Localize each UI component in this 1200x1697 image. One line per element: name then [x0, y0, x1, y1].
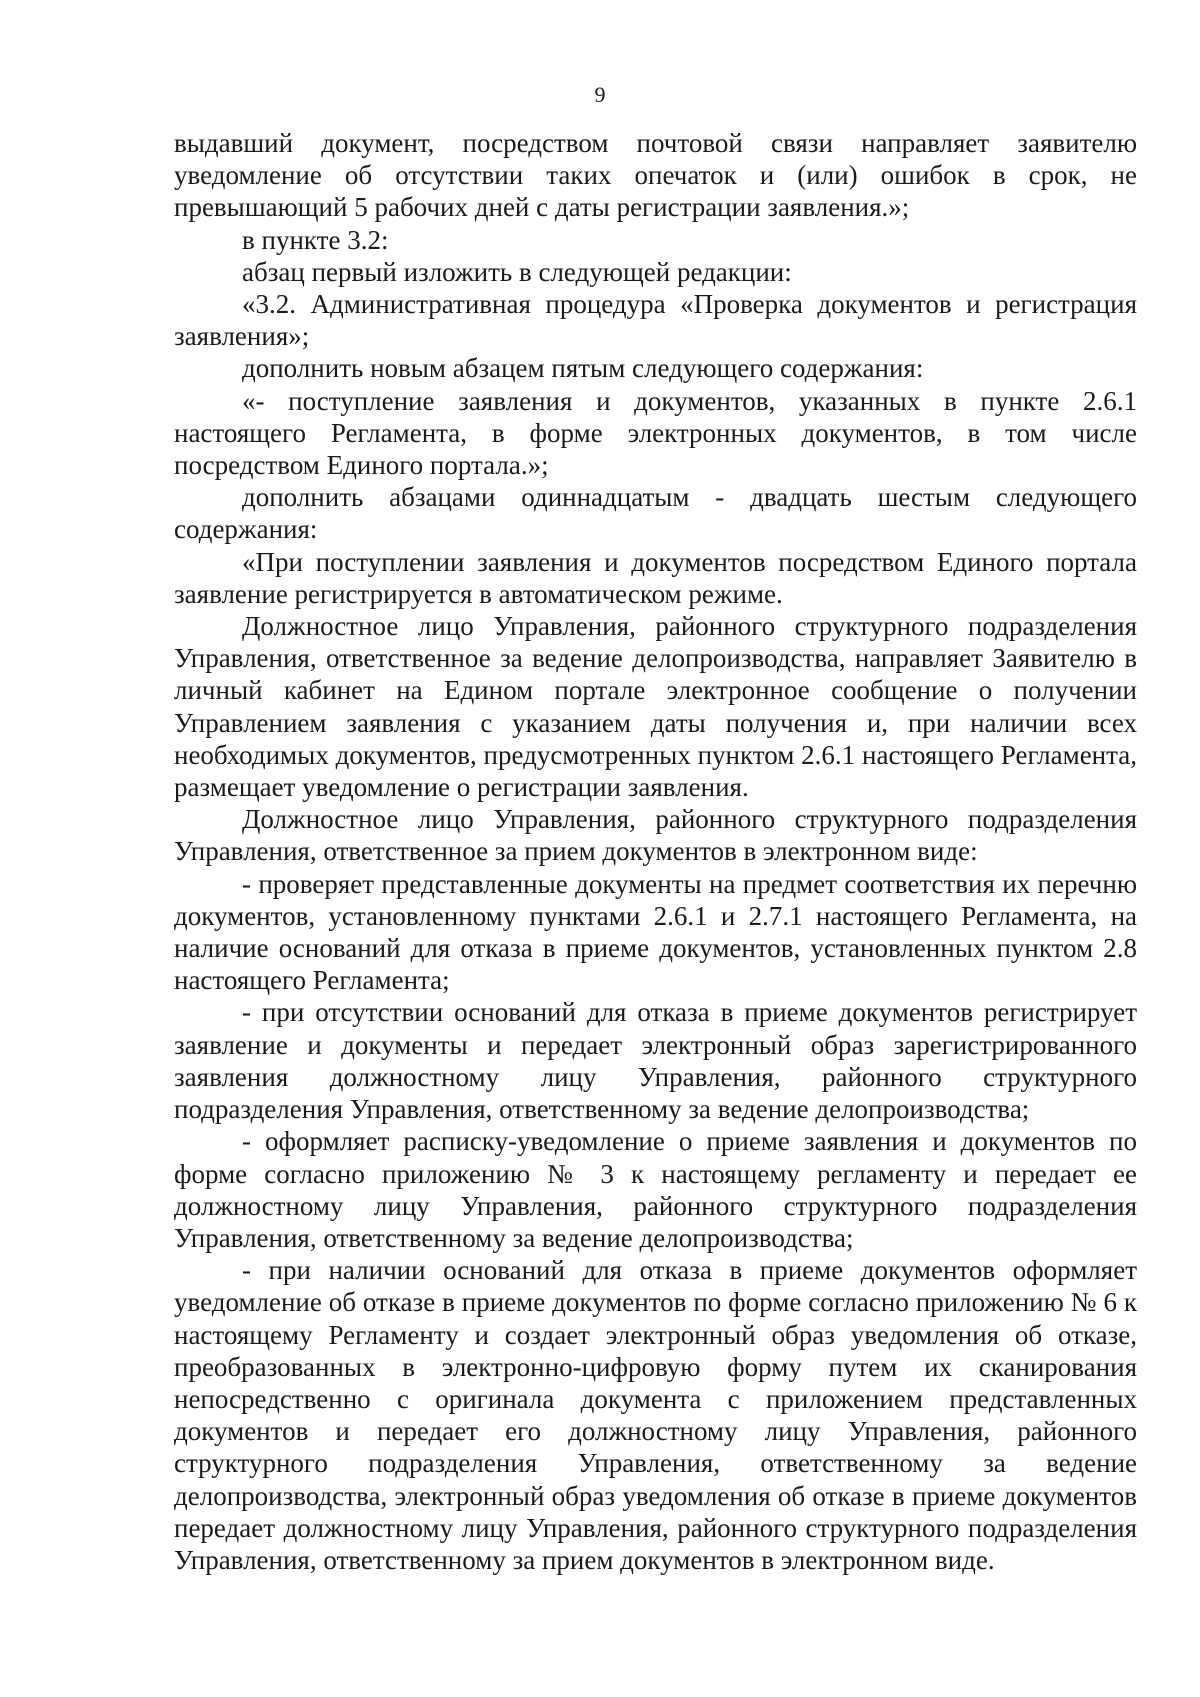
- list-item-paragraph: - при наличии оснований для отказа в приеме документов оформляет уведомление об отказе в приеме документов по форме согласно приложению № 6 к настоящему Регламенту и создает электронный образ уведомления об отказе, преобразованных в электронно-цифровую форму путем их сканирования непосредственно с оригинала документа с приложением представленных документов и передает его должностному лицу Управления, районного структурного подразделения Управления, ответственному за ведение делопроизводства, электронный образ уведомления об отказе в приеме документов передает должностному лицу Управления, районного структурного подразделения Управления, ответственному за прием документов в электронном виде.: [174, 1255, 1137, 1575]
- paragraph: абзац первый изложить в следующей редакции:: [242, 256, 792, 287]
- paragraph: «- поступление заявления и документов, указанных в пункте 2.6.1 настоящего Регламента, в форме электронных документов, в том числе посредством Единого портала.»;: [174, 385, 1137, 481]
- paragraph: дополнить абзацами одиннадцатым - двадцать шестым следующего содержания:: [174, 482, 1137, 545]
- list-item-paragraph: - при отсутствии оснований для отказа в приеме документов регистрирует заявление и документы и передает электронный образ зарегистрированного заявления должностному лицу Управления, районного структурного подразделения Управления, ответственному за ведение делопроизводства;: [174, 997, 1137, 1125]
- paragraph: Должностное лицо Управления, районного структурного подразделения Управления, ответственное за прием документов в электронном виде:: [174, 804, 1137, 867]
- list-item-paragraph: - оформляет расписку-уведомление о приеме заявления и документов по форме согласно приложению № 3 к настоящему регламенту и передает ее должностному лицу Управления, районного структурного подразделения Управления, ответственному за ведение делопроизводства;: [174, 1126, 1137, 1253]
- paragraph: «3.2. Административная процедура «Проверка документов и регистрация заявления»;: [174, 289, 1137, 352]
- page-number: 9: [594, 82, 606, 107]
- paragraph: дополнить новым абзацем пятым следующего содержания:: [242, 353, 924, 384]
- list-item-paragraph: - проверяет представленные документы на предмет соответствия их перечню документов, установленному пунктами 2.6.1 и 2.7.1 настоящего Регламента, на наличие оснований для отказа в приеме документов, установленных пунктом 2.8 настоящего Регламента;: [174, 868, 1137, 996]
- document-body: [174, 127, 1137, 1576]
- paragraph-continuation: выдавший документ, посредством почтовой связи направляет заявителю уведомление об отсутствии таких опечаток и (или) ошибок в срок, не превышающий 5 рабочих дней с даты регистрации заявления.»;: [174, 128, 1137, 223]
- paragraph: Должностное лицо Управления, районного структурного подразделения Управления, ответственное за ведение делопроизводства, направляет Заявителю в личный кабинет на Едином портале электронное сообщение о получении Управлением заявления с указанием даты получения и, при наличии всех необходимых документов, предусмотренных пунктом 2.6.1 настоящего Регламента, размещает уведомление о регистрации заявления.: [174, 611, 1137, 803]
- paragraph: «При поступлении заявления и документов посредством Единого портала заявление регистрируется в автоматическом режиме.: [174, 546, 1137, 609]
- paragraph: в пункте 3.2:: [242, 224, 389, 255]
